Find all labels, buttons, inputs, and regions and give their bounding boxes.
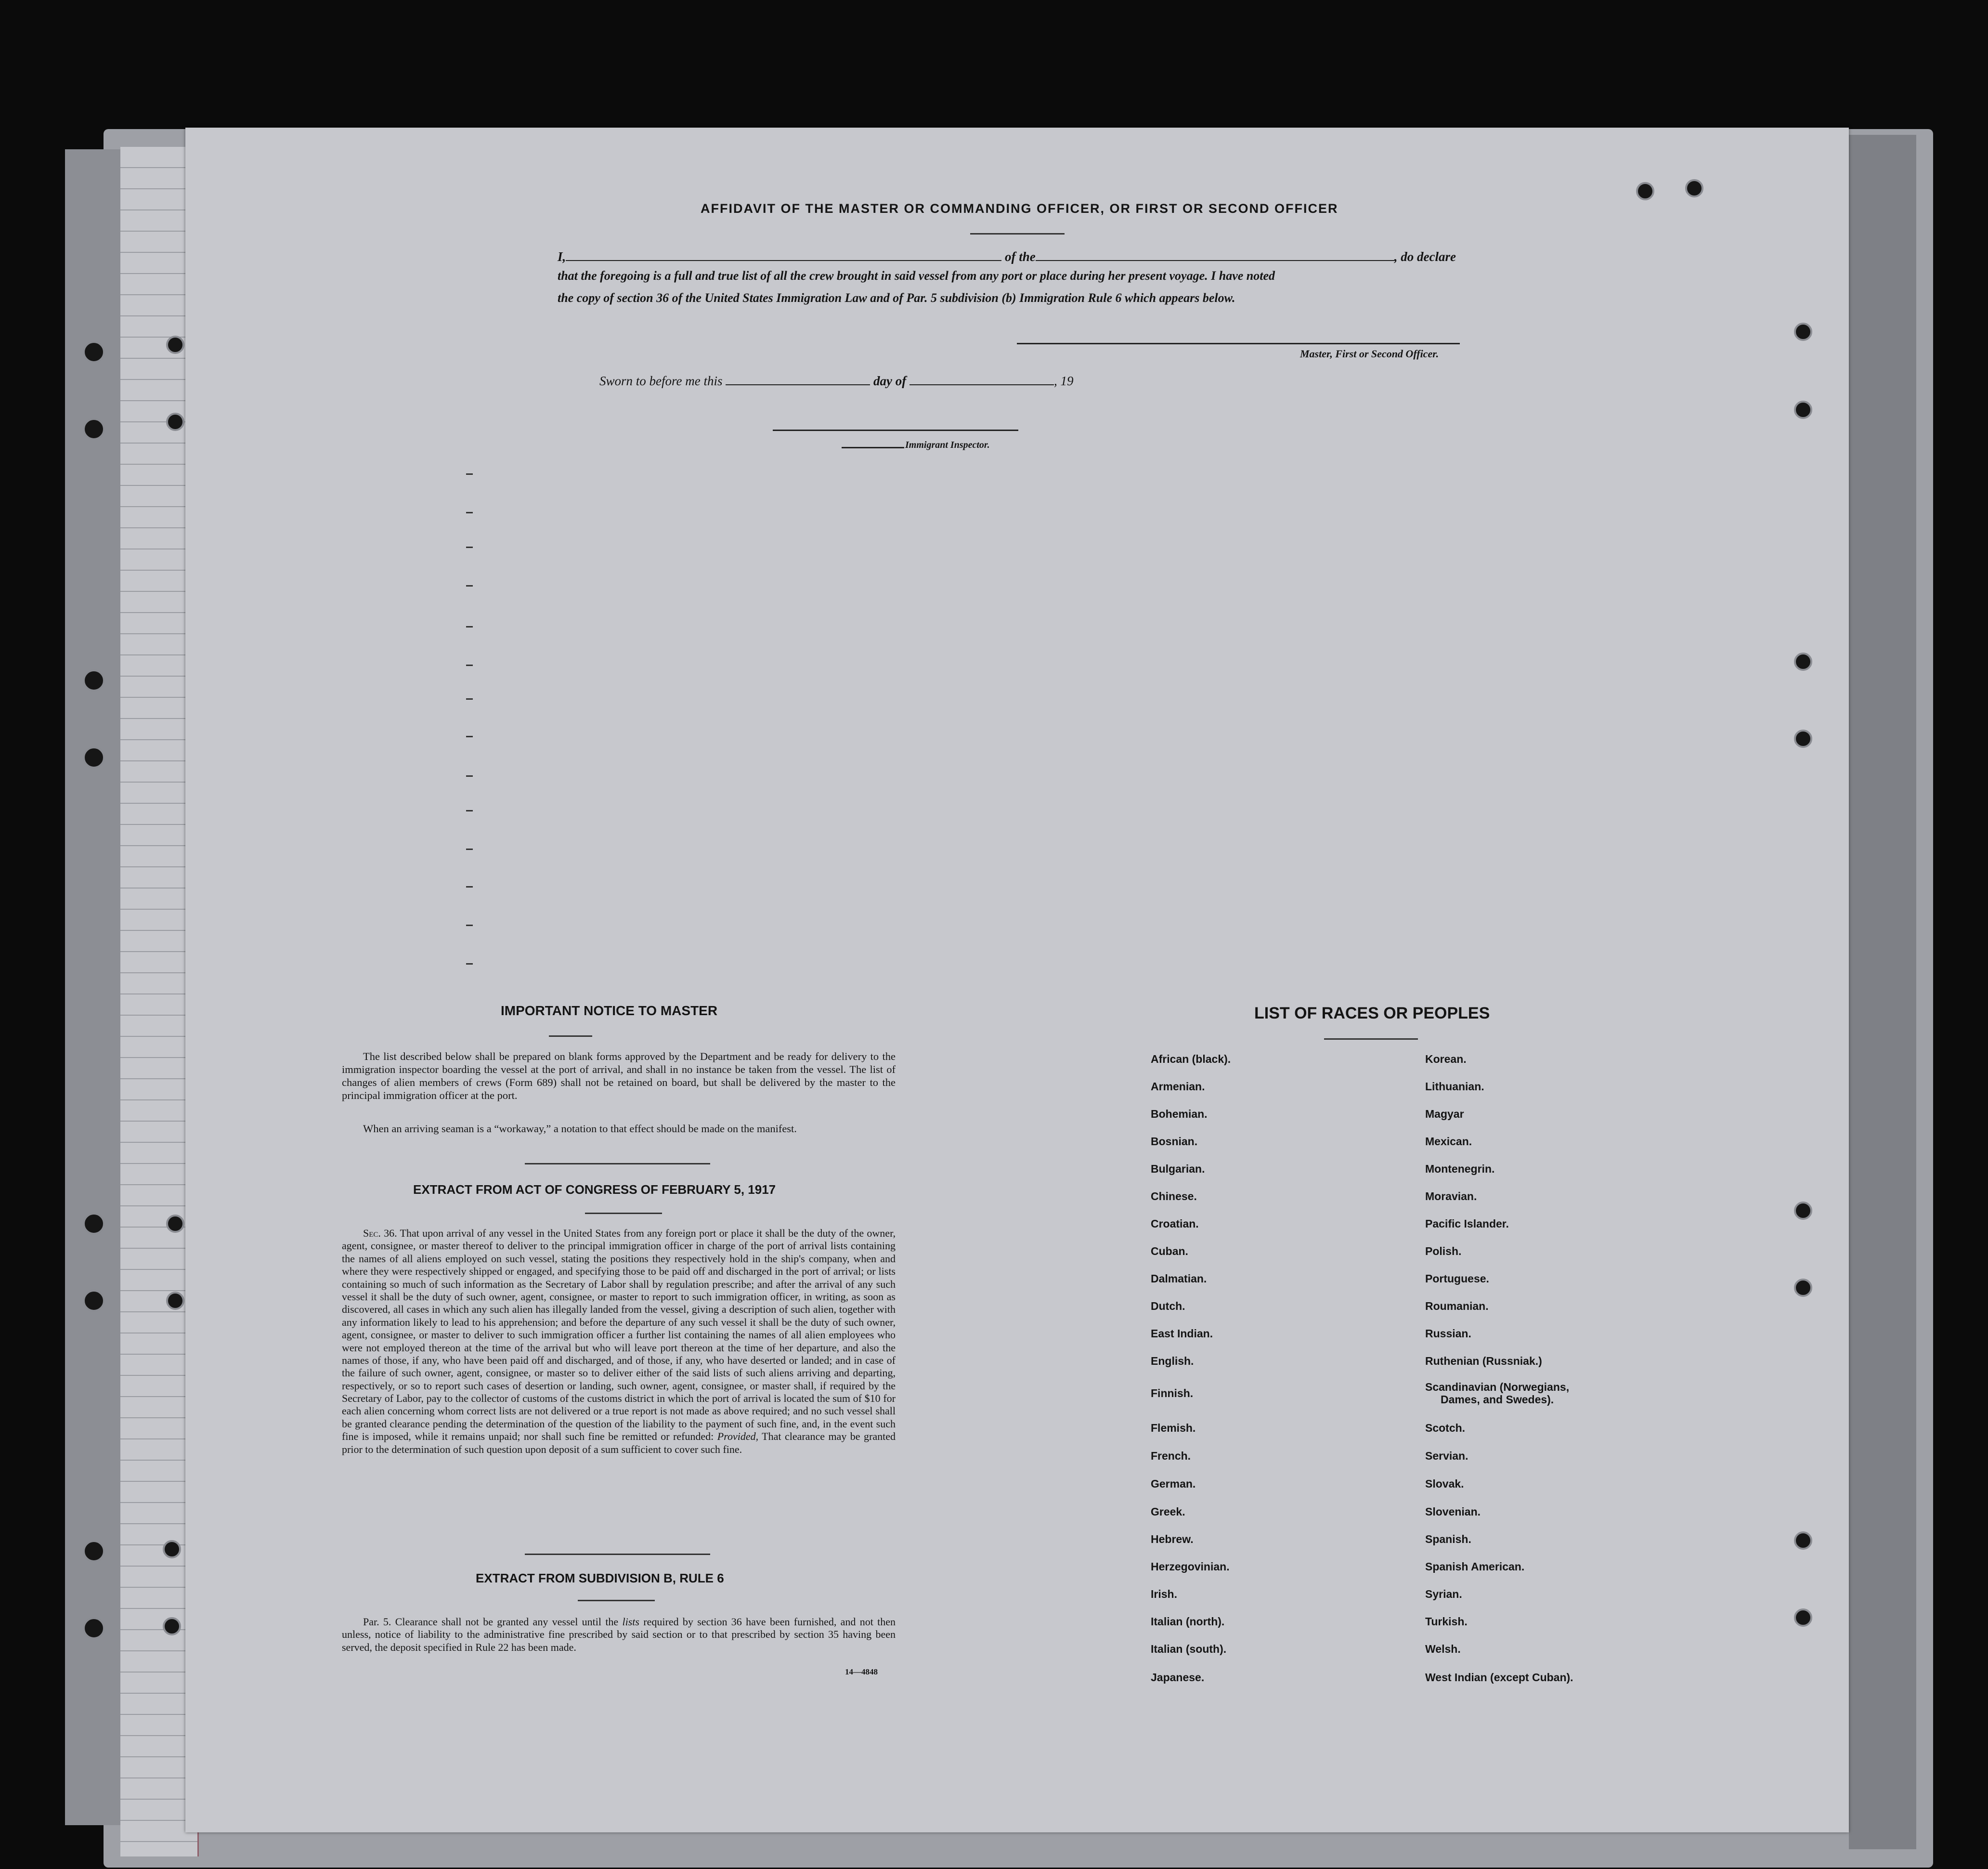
page-hole [1794, 323, 1812, 341]
binder-hole [166, 1292, 184, 1310]
page-hole [1794, 1279, 1812, 1297]
race-right-item: Pacific Islander. [1425, 1217, 1509, 1230]
page-hole [1794, 1608, 1812, 1627]
affidavit-of-the-label: of the [1005, 249, 1036, 264]
sworn-month-blank [910, 376, 1054, 385]
divider [1324, 1038, 1418, 1040]
notice-heading: IMPORTANT NOTICE TO MASTER [501, 1003, 718, 1018]
master-signature-line [1017, 343, 1460, 344]
race-left-item: Bulgarian. [1151, 1163, 1205, 1175]
race-left-item: Bohemian. [1151, 1108, 1208, 1120]
race-left-item: Hebrew. [1151, 1533, 1194, 1545]
race-left-item: East Indian. [1151, 1327, 1213, 1340]
margin-tick [466, 886, 473, 888]
race-left-item: Finnish. [1151, 1387, 1194, 1399]
margin-tick [466, 810, 473, 811]
binder-hole [83, 1617, 105, 1639]
margin-tick [466, 925, 473, 926]
binder-strip-right [1849, 135, 1916, 1849]
race-right-item: Scotch. [1425, 1422, 1466, 1434]
binder-hole [83, 746, 105, 769]
page-hole [1794, 1202, 1812, 1220]
rule-extract-body [342, 1616, 896, 1654]
race-left-item: Japanese. [1151, 1671, 1205, 1684]
provided-word: Provided, [717, 1430, 759, 1443]
binder-hole [166, 336, 184, 354]
race-right-item: West Indian (except Cuban). [1425, 1671, 1573, 1684]
race-right-item: Russian. [1425, 1327, 1471, 1340]
page-hole [1794, 1531, 1812, 1550]
binder-hole [83, 341, 105, 363]
race-left-item: Dutch. [1151, 1300, 1185, 1312]
divider [970, 233, 1065, 235]
race-left-item: Croatian. [1151, 1217, 1199, 1230]
race-right-item: Syrian. [1425, 1588, 1462, 1600]
divider [585, 1213, 662, 1214]
margin-tick [466, 473, 473, 475]
affidavit-i-label: I, [558, 249, 566, 264]
binder-hole [83, 418, 105, 440]
page-hole [1794, 730, 1812, 748]
race-left-item: Armenian. [1151, 1080, 1205, 1093]
binder-hole [166, 413, 184, 431]
sworn-day-of: day of [873, 374, 907, 388]
race-left-item: Italian (north). [1151, 1615, 1225, 1628]
rule-extract-heading: EXTRACT FROM SUBDIVISION B, RULE 6 [476, 1571, 724, 1585]
race-left-item: Chinese. [1151, 1190, 1197, 1202]
race-left-item: English. [1151, 1355, 1194, 1367]
margin-tick [466, 626, 473, 627]
race-left-item: Italian (south). [1151, 1643, 1227, 1655]
binder-hole [83, 1213, 105, 1235]
race-right-item: Korean. [1425, 1053, 1467, 1065]
act-extract-text: That upon arrival of any vessel in the United States from any foreign port or place it shall be the duty of the owner, agent, consignee, or master thereof to deliver to the principal immigration officer in charge of the port of arrival lists containing the names of all aliens employed on such vessel, stating the positions they respectively hold in the ship's company, when and where they were respectively shipped or engaged, and specifying those to be paid off and discharged in the port of arrival; or lists containing so much of such information as the Secretary of Labor shall by regulation prescribe; and after the arrival of any such vessel it shall be the duty of such owner, agent, consignee, or master to report to such immigration officer, in writing, as soon as discovered, all cases in which any such alien has illegally landed from the vessel, giving a description of such alien, together with any information likely to lead to his apprehension; and before the departure of any such vessel it shall be the duty of such owner, agent, consignee, or master to deliver to such immigration officer a further list containing the names of all alien employees who were not employed thereon at the time of the arrival but who will leave port thereon at the time of her departure, and also the names of those, if any, who have been paid off and discharged, and of those, if any, who have deserted or landed; and in case of the failure of such owner, agent, consignee, or master so to deliver either of the said lists of such aliens arriving and departing, respectively, or so to report such cases of desertion or landing, such owner, agent, consignee, or master shall, if required by the Secretary of Labor, pay to the collector of customs of the customs district in which the port of arrival is located the sum of $10 for each alien concerning whom correct lists are not delivered or a true report is not made as above required; and no such vessel shall be granted clearance pending the determination of the question of the liability to the payment of such fine, and, in the event such fine is imposed, while it remains unpaid; nor shall such fine be remitted or refunded: [342, 1227, 896, 1443]
act-extract-body [342, 1227, 896, 1456]
race-right-item-continued: Dames, and Swedes). [1441, 1393, 1554, 1406]
divider [525, 1163, 710, 1164]
race-left-item: German. [1151, 1477, 1196, 1490]
master-signature-label: Master, First or Second Officer. [1300, 348, 1439, 360]
page-hole [1636, 182, 1654, 200]
act-extract-text-end: That clearance may be granted prior to the determination of such question upon deposit of a sum sufficient to cover such fine. [342, 1430, 896, 1455]
margin-tick [466, 512, 473, 513]
race-left-item: Herzegovinian. [1151, 1560, 1230, 1573]
page-hole [1794, 401, 1812, 419]
race-right-item: Montenegrin. [1425, 1163, 1495, 1175]
divider [549, 1035, 592, 1037]
race-right-item: Moravian. [1425, 1190, 1477, 1202]
notice-paragraph-2-text: When an arriving seaman is a “workaway,” a notation to that effect should be made on the manifest. [363, 1123, 797, 1135]
affidavit-line-2: that the foregoing is a full and true list of all the crew brought in said vessel from any port or place during her present voyage. I have noted [558, 269, 1275, 283]
race-right-item: Lithuanian. [1425, 1080, 1484, 1093]
binder-strip-left [65, 149, 120, 1825]
race-right-item: Portuguese. [1425, 1272, 1489, 1285]
vessel-blank [1036, 251, 1394, 261]
race-right-item: Servian. [1425, 1450, 1468, 1462]
affidavit-declaration-line [558, 249, 1456, 264]
affidavit-title: AFFIDAVIT OF THE MASTER OR COMMANDING OFFICER, OR FIRST OR SECOND OFFICER [701, 201, 1338, 216]
margin-tick [466, 698, 473, 700]
page-hole [1794, 653, 1812, 671]
notice-paragraph-1 [342, 1050, 896, 1102]
race-right-item: Polish. [1425, 1245, 1462, 1257]
race-right-item: Turkish. [1425, 1615, 1468, 1628]
affidavit-line-3: the copy of section 36 of the United States Immigration Law and of Par. 5 subdivision (b) Immigration Rule 6 which appears below. [558, 291, 1235, 305]
rule-extract-text: Par. 5. Clearance shall not be granted any vessel until the [363, 1616, 619, 1628]
race-left-item: African (black). [1151, 1053, 1231, 1065]
affidavit-declare-label: , do declare [1394, 249, 1456, 264]
notice-paragraph-2 [342, 1122, 896, 1135]
divider [525, 1554, 710, 1555]
form-number: 14—4848 [845, 1667, 878, 1676]
sworn-date-blank [726, 376, 870, 385]
race-left-item: Irish. [1151, 1588, 1177, 1600]
sworn-prefix: Sworn to before me this [599, 374, 723, 388]
race-right-item: Scandinavian (Norwegians, [1425, 1381, 1570, 1393]
binder-hole [83, 669, 105, 692]
race-right-item: Roumanian. [1425, 1300, 1489, 1312]
rule-extract-text-end: required by section 36 have been furnished, and not then unless, notice of liability to the administrative fine prescribed by said section or to that prescribed by section 35 having been served, the deposit specified in Rule 22 has been made. [342, 1616, 896, 1653]
margin-tick [466, 547, 473, 548]
margin-tick [466, 665, 473, 666]
name-blank [566, 251, 1001, 261]
inspector-dash-line [842, 447, 904, 448]
binder-hole [83, 1540, 105, 1562]
binder-hole [83, 1290, 105, 1312]
race-left-item: Flemish. [1151, 1422, 1196, 1434]
margin-tick [466, 736, 473, 737]
inspector-label: Immigrant Inspector. [905, 440, 990, 450]
race-left-item: Greek. [1151, 1505, 1185, 1518]
sworn-year: , 19 [1053, 374, 1074, 388]
divider [578, 1600, 655, 1601]
lists-word: lists [622, 1616, 639, 1628]
race-right-item: Mexican. [1425, 1135, 1472, 1148]
race-right-item: Ruthenian (Russniak.) [1425, 1355, 1542, 1367]
page-hole [1685, 179, 1703, 197]
race-right-item: Welsh. [1425, 1643, 1461, 1655]
sworn-line [599, 374, 1073, 389]
binder-hole [163, 1540, 181, 1558]
race-left-item: Dalmatian. [1151, 1272, 1207, 1285]
act-extract-heading: EXTRACT FROM ACT OF CONGRESS OF FEBRUARY 5, 1917 [413, 1182, 776, 1197]
inspector-signature-line [773, 430, 1018, 431]
margin-tick [466, 963, 473, 965]
section-label: Sec. 36. [363, 1227, 397, 1239]
race-left-item: Cuban. [1151, 1245, 1188, 1257]
race-left-item: Bosnian. [1151, 1135, 1198, 1148]
race-right-item: Spanish. [1425, 1533, 1471, 1545]
margin-tick [466, 585, 473, 587]
margin-tick [466, 849, 473, 850]
race-right-item: Magyar [1425, 1108, 1464, 1120]
race-right-item: Spanish American. [1425, 1560, 1525, 1573]
race-left-item: French. [1151, 1450, 1191, 1462]
race-right-item: Slovenian. [1425, 1505, 1481, 1518]
margin-tick [466, 775, 473, 777]
race-right-item: Slovak. [1425, 1477, 1464, 1490]
binder-hole [166, 1215, 184, 1233]
races-title: LIST OF RACES OR PEOPLES [1254, 1004, 1490, 1022]
notice-paragraph-1-text: The list described below shall be prepared on blank forms approved by the Department and be ready for delivery to the immigration inspector boarding the vessel at the port of arrival, and shall in no instance be taken from the vessel. The list of changes of alien members of crews (Form 689) shall not be retained on board, but shall be delivered by the master to the principal immigration officer at the port. [342, 1050, 896, 1101]
binder-hole [163, 1617, 181, 1635]
